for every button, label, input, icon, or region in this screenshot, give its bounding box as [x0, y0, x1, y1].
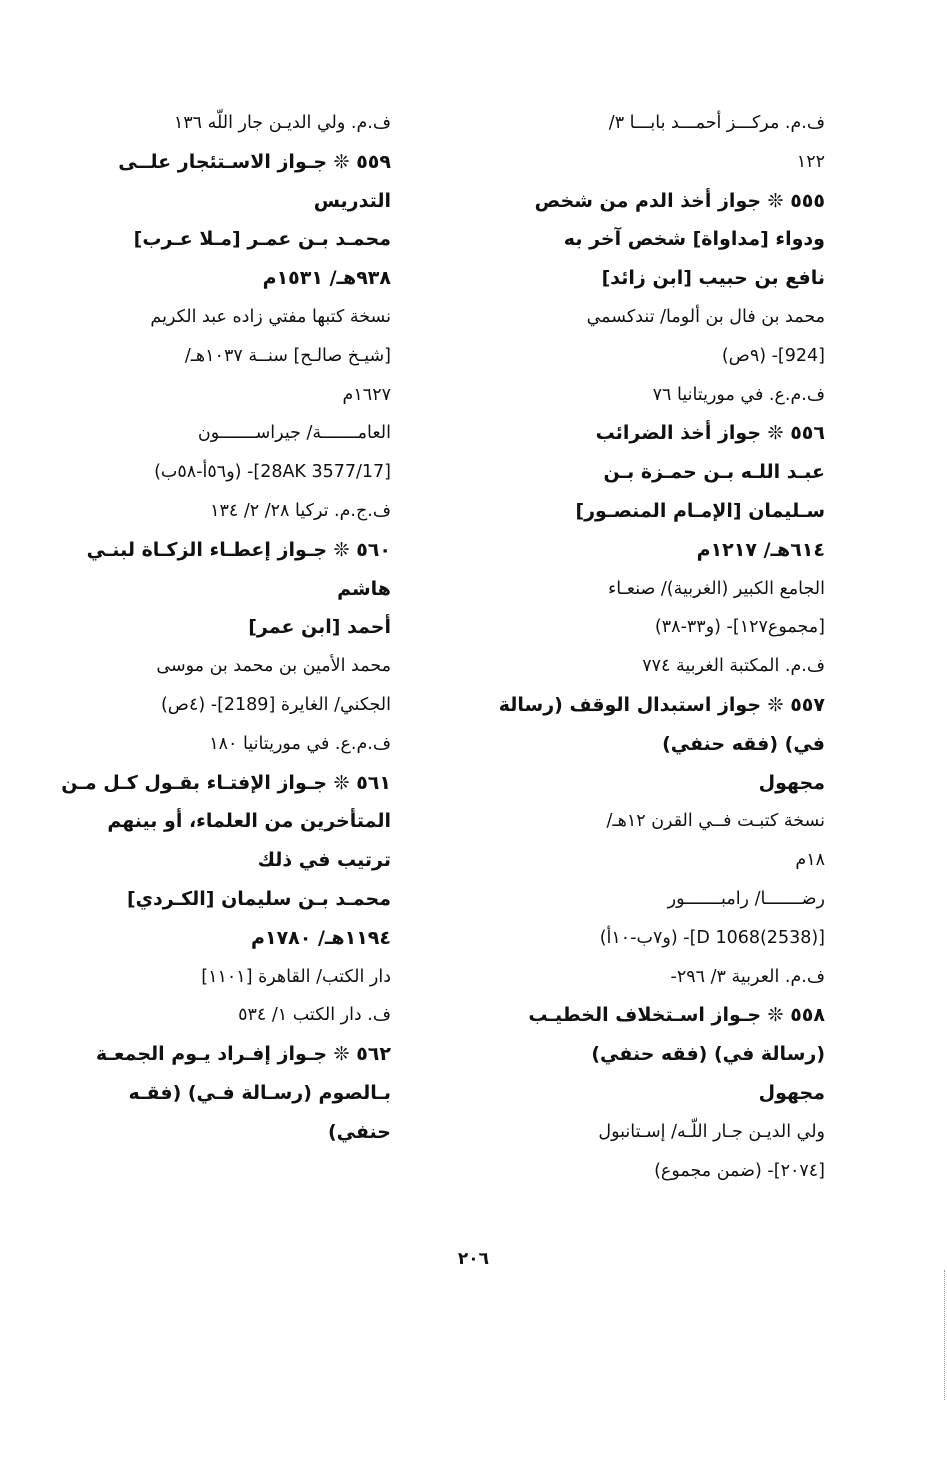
entry-detail-line: ١٢٢: [796, 151, 825, 172]
entry-heading-line: في) (فقه حنفي): [662, 732, 825, 755]
entry-detail-line: نسخة كتبها مفتي زاده عبد الكريم: [150, 306, 391, 327]
entry-heading-line: ٥٥٦ ❊ جواز أخذ الضرائب: [595, 422, 825, 445]
entry-detail-line: [شيـخ صالـح] سنــة ١٠٣٧هـ/: [184, 345, 391, 366]
entry-heading-line: محمـد بـن عمـر [مـلا عـرب]: [133, 228, 391, 251]
entry-heading-line: ٦١٤هـ/ ١٢١٧م: [696, 538, 825, 561]
entry-heading-line: ٥٦٢ ❊ جـواز إفـراد يـوم الجمعـة: [95, 1043, 391, 1066]
left-column: [61, 104, 391, 1152]
entry-detail-line: ف.ج.م. تركيا ٢٨/ ٢/ ١٣٤: [210, 500, 391, 521]
entry-detail-line: الجكني/ الغايرة [2189]- (٤ص): [160, 694, 391, 715]
entry-detail-line: ١٦٢٧م: [342, 384, 391, 405]
entry-heading-line: ترتيب في ذلك: [257, 849, 391, 872]
entry-heading-line: ٥٥٩ ❊ جـواز الاسـتئجار علــى: [118, 150, 391, 173]
entry-heading-line: عبـد اللـه بـن حمـزة بـن: [603, 461, 825, 484]
entry-detail-line: ولي الديـن جـار اللّـه/ إسـتانبول: [598, 1121, 825, 1142]
entry-heading-line: ١١٩٤هـ/ ١٧٨٠م: [251, 926, 391, 949]
entry-heading-line: أحمد [ابن عمر]: [248, 616, 391, 639]
entry-detail-line: [924]- (٩ص): [721, 345, 825, 366]
scan-edge-mark: [942, 1270, 945, 1400]
entry-detail-line: ف. دار الكتب ١/ ٥٣٤: [238, 1005, 391, 1026]
entry-heading-line: حنفي): [327, 1120, 391, 1143]
entry-detail-line: ف.م.ع. في موريتانيا ٧٦: [652, 384, 825, 405]
entry-detail-line: [٢٠٧٤]- (ضمن مجموع): [654, 1160, 825, 1181]
entry-heading-line: ٥٥٥ ❊ جواز أخذ الدم من شخص: [534, 189, 825, 212]
entry-heading-line: مجهول: [758, 1081, 825, 1104]
entry-detail-line: نسخة كتبـت فــي القرن ١٢هـ/: [606, 811, 825, 832]
entry-heading-line: التدريس: [313, 189, 391, 212]
entry-detail-line: الجامع الكبير (الغربية)/ صنعـاء: [608, 578, 825, 599]
entry-detail-line: ف.م. المكتبة الغربية ٧٧٤: [642, 656, 825, 677]
entry-heading-line: المتأخرين من العلماء، أو بينهم: [107, 810, 391, 833]
entry-heading-line: ٥٥٧ ❊ جواز استبدال الوقف (رسالة: [498, 693, 825, 716]
entry-detail-line: محمد بن فال بن ألوما/ تندكسمي: [586, 306, 825, 327]
entry-detail-line: العامـــــــة/ جيراســـــــون: [197, 423, 391, 444]
entry-detail-line: ف.م.ع. في موريتانيا ١٨٠: [209, 733, 391, 754]
page-number: ٢٠٦: [457, 1249, 490, 1269]
entry-detail-line: محمد الأمين بن محمد بن موسى: [156, 656, 391, 677]
entry-heading-line: ٥٥٨ ❊ جـواز اسـتخلاف الخطيـب: [528, 1004, 825, 1027]
entry-heading-line: مجهول: [758, 771, 825, 794]
entry-detail-line: [D 1068(2538)]- (و٧ب-١٠أ): [599, 927, 825, 948]
entry-heading-line: نافع بن حبيب [ابن زائد]: [601, 267, 825, 290]
entry-detail-line: ف.م. العربية ٣/ ٢٩٦-: [670, 966, 825, 987]
entry-heading-line: ٥٦٠ ❊ جـواز إعطـاء الزكـاة لبنـي: [86, 538, 391, 561]
entry-heading-line: سـليمان [الإمـام المنصـور]: [575, 499, 825, 522]
entry-detail-line: ١٨م: [795, 850, 825, 871]
entry-detail-line: [28AK 3577/17]- (و٥٦أ-٥٨ب): [154, 462, 391, 483]
entry-detail-line: رضـــــــا/ رامبـــــــور: [667, 888, 825, 909]
entry-detail-line: دار الكتب/ القاهرة [١١٠١]: [201, 966, 391, 987]
entry-detail-line: ف.م. مركـــز أحمـــد بابـــا ٣/: [608, 113, 825, 133]
entry-heading-line: ٥٦١ ❊ جـواز الإفتـاء بقـول كـل مـن: [61, 771, 391, 794]
right-column: [485, 104, 825, 1190]
entry-detail-line: [مجموع١٢٧]- (و٣٣-٣٨): [654, 617, 825, 638]
entry-heading-line: بـالصوم (رسـالة فـي) (فقـه: [128, 1081, 391, 1104]
entry-heading-line: محمـد بـن سليمان [الكـردي]: [126, 887, 391, 910]
entry-detail-line: ف.م. ولي الديـن جار اللّه ١٣٦: [173, 113, 391, 133]
entry-heading-line: هاشم: [337, 577, 391, 600]
entry-heading-line: (رسالة في) (فقه حنفي): [591, 1043, 825, 1066]
entry-heading-line: ودواء [مداواة] شخص آخر به: [563, 228, 825, 251]
entry-heading-line: ٩٣٨هـ/ ١٥٣١م: [262, 267, 391, 290]
